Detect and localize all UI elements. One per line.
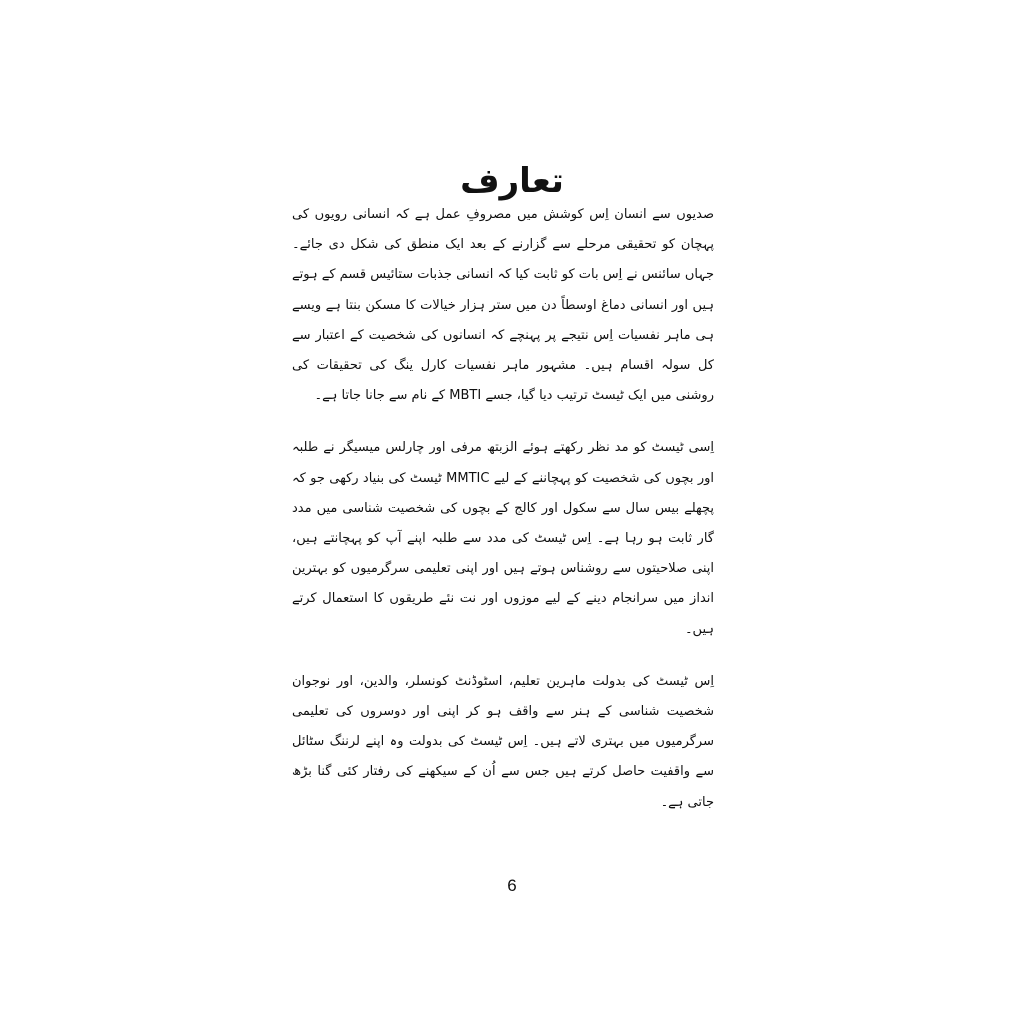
paragraph-3: اِس ٹیسٹ کی بدولت ماہرین تعلیم، اسٹوڈنٹ کونسلر، والدین، اور نوجوان شخصیت شناسی کے ہنر سے واقف ہو کر اپنی اور دوسروں کی تعلیمی سرگرمیوں میں بہتری لاتے ہیں۔ اِس ٹیسٹ کی بدولت وہ اپنے لرننگ سٹائل سے واقفیت حاصل کرتے ہیں جس سے اُن کے سیکھنے کی رفتار کئی گنا بڑھ جاتی ہے۔ bbox=[292, 673, 714, 810]
page-title: تعارف bbox=[460, 160, 564, 201]
document-body bbox=[292, 200, 714, 840]
paragraph-1: صدیوں سے انسان اِس کوشش میں مصروفِ عمل ہے کہ انسانی رویوں کی پہچان کو تحقیقی مرحلے سے گزارنے کے بعد ایک منطق کی شکل دی جائے۔ جہاں سائنس نے اِس بات کو ثابت کیا کہ انسانی جذبات ستائیس قسم کے ہوتے ہیں اور انسانی دماغ اوسطاً دن میں ستر ہزار خیالات کا مسکن بنتا ہے ویسے ہی ماہر نفسیات اِس نتیجے پر پہنچے کہ انسانوں کی شخصیت کے اعتبار سے کل سولہ اقسام ہیں۔ مشہور ماہر نفسیات کارل ینگ کی تحقیقات کی روشنی میں ایک ٹیسٹ ترتیب دیا گیا، جسے MBTI کے نام سے جانا جاتا ہے۔ bbox=[292, 207, 714, 404]
page-number: 6 bbox=[507, 876, 517, 895]
paragraph-2: اِسی ٹیسٹ کو مد نظر رکھتے ہوئے الزبتھ مرفی اور چارلس میسیگر نے طلبہ اور بچوں کی شخصیت کو پہچاننے کے لیے MMTIC ٹیسٹ کی بنیاد رکھی جو کہ پچھلے بیس سال سے سکول اور کالج کے بچوں کی شخصیت شناسی میں مدد گار ثابت ہو رہا ہے۔ اِس ٹیسٹ کی مدد سے طلبہ اپنے آپ کو پہچانتے ہیں، اپنی صلاحیتوں سے روشناس ہوتے ہیں اور اپنی تعلیمی سرگرمیوں کو بہترین انداز میں سرانجام دینے کے لیے موزوں اور نت نئے طریقوں کا استعمال کرتے ہیں۔ bbox=[292, 440, 714, 637]
